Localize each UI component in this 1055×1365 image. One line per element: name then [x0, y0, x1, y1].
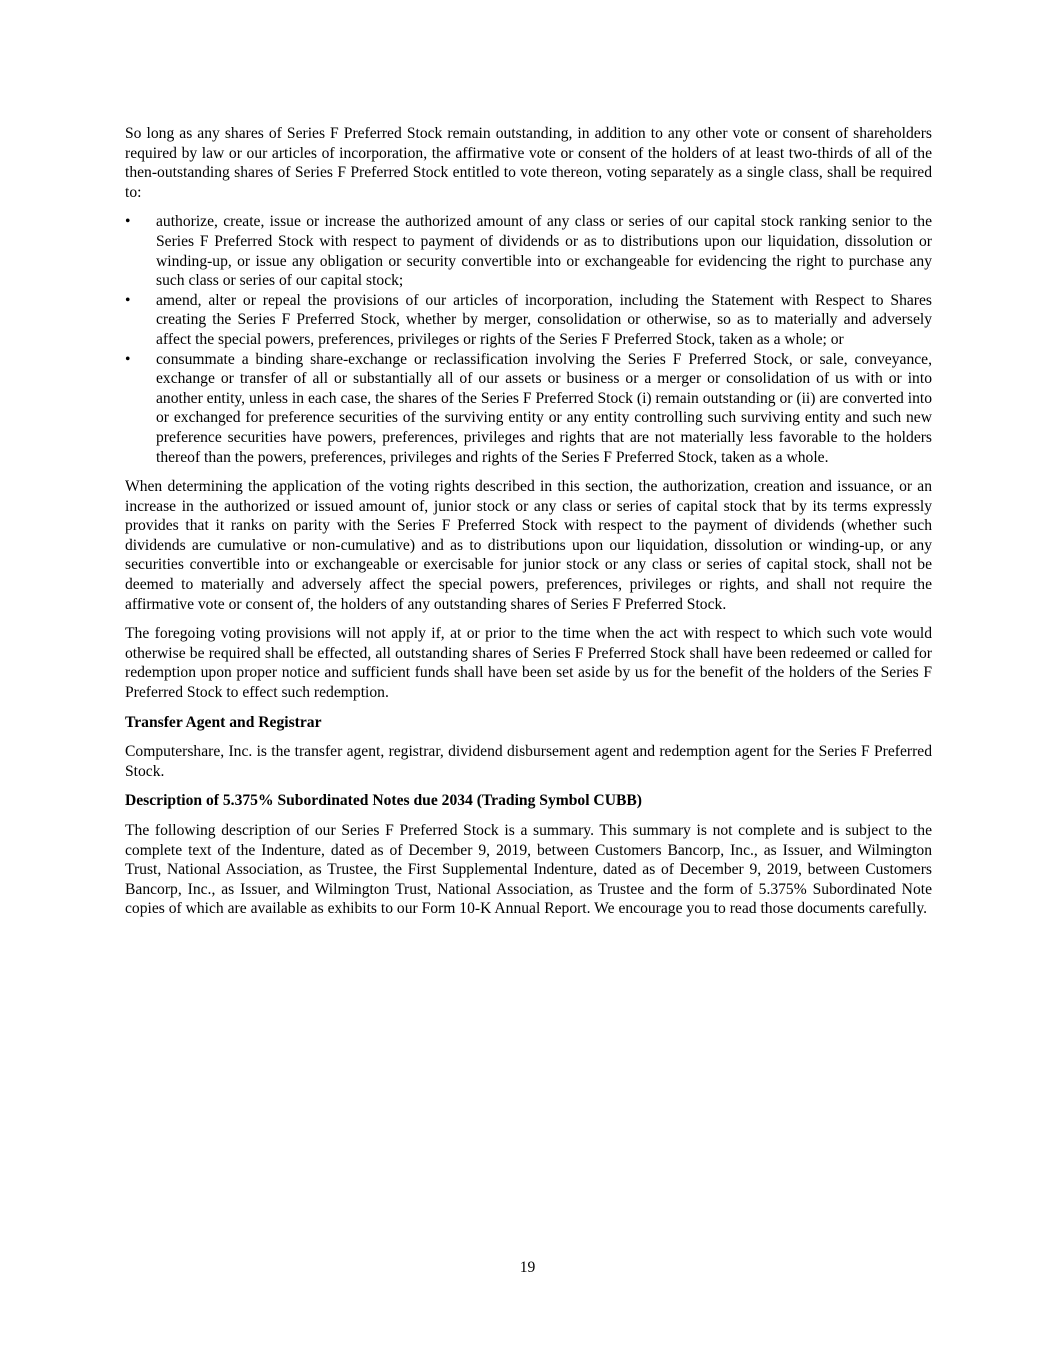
list-item	[125, 350, 932, 468]
bullet-icon: •	[125, 350, 131, 368]
page-number: 19	[519, 1259, 536, 1276]
bullet-icon: •	[125, 213, 131, 231]
document-page	[125, 124, 932, 929]
bullet-icon: •	[125, 291, 131, 309]
list-item	[125, 212, 932, 290]
list-item-text: consummate a binding share-exchange or reclassification involving the Series F Preferred Stock, or sale, conveyance, exchange or transfer of all or substantially all of our assets or business or a merger or consolidation of us with or into another entity, unless in each case, the shares of the Series F Preferred Stock (i) remain outstanding or (ii) are converted into or exchanged for preference securities of the surviving entity or any entity controlling such surviving entity and such new preference securities have powers, preferences, privileges and rights that are not materially less favorable to the holders thereof than the powers, preferences, privileges and rights of the Series F Preferred Stock, taken as a whole.	[156, 350, 932, 466]
transfer-agent-heading: Transfer Agent and Registrar	[125, 713, 322, 731]
subordinated-notes-paragraph: The following description of our Series F Preferred Stock is a summary. This summary is not complete and is subject to the complete text of the Indenture, dated as of December 9, 2019, between Customers Bancorp, Inc., as Issuer, and Wilmington Trust, National Association, as Trustee, the First Supplemental Indenture, dated as of December 9, 2019, between Customers Bancorp, Inc., as Issuer, and Wilmington Trust, National Association, as Trustee and the form of 5.375% Subordinated Note copies of which are available as exhibits to our Form 10-K Annual Report. We encourage you to read those documents carefully.	[125, 822, 932, 918]
foregoing-paragraph: The foregoing voting provisions will not apply if, at or prior to the time when the act with respect to which such vote would otherwise be required shall be effected, all outstanding shares of Series F Preferred Stock shall have been redeemed or called for redemption upon proper notice and sufficient funds shall have been set aside by us for the benefit of the holders of the Series F Preferred Stock to effect such redemption.	[125, 625, 932, 702]
intro-paragraph: So long as any shares of Series F Preferred Stock remain outstanding, in addition to any other vote or consent of shareholders required by law or our articles of incorporation, the affirmative vote or consent of the holders of at least two-thirds of all of the then-outstanding shares of Series F Preferred Stock entitled to vote thereon, voting separately as a single class, shall be required to:	[125, 125, 932, 201]
voting-requirements-list	[125, 212, 932, 467]
list-item	[125, 291, 932, 350]
list-item-text: authorize, create, issue or increase the authorized amount of any class or series of our capital stock ranking senior to the Series F Preferred Stock with respect to payment of dividends or as to distributions upon our liquidation, dissolution or winding-up, or issue any obligation or security convertible into or exchangeable for evidencing the right to purchase any such class or series of our capital stock;	[156, 213, 932, 290]
subordinated-notes-heading: Description of 5.375% Subordinated Notes due 2034 (Trading Symbol CUBB)	[125, 792, 642, 810]
transfer-agent-paragraph: Computershare, Inc. is the transfer agent, registrar, dividend disbursement agent and redemption agent for the Series F Preferred Stock.	[125, 743, 932, 780]
list-item-text: amend, alter or repeal the provisions of our articles of incorporation, including the Statement with Respect to Shares creating the Series F Preferred Stock, whether by merger, consolidation or otherwise, so as to materially and adversely affect the special powers, preferences, privileges or rights of the Series F Preferred Stock, taken as a whole; or	[156, 291, 932, 348]
determining-paragraph: When determining the application of the voting rights described in this section, the authorization, creation and issuance, or an increase in the authorized or issued amount of, junior stock or any class or series of capital stock that by its terms expressly provides that it ranks on parity with the Series F Preferred Stock with respect to the payment of dividends (whether such dividends are cumulative or non-cumulative) and as to distributions upon our liquidation, dissolution or winding-up, or any securities convertible into or exchangeable or exercisable for junior stock or any class or series of capital stock, shall not be deemed to materially and adversely affect the special powers, preferences, privileges or rights, and shall not require the affirmative vote or consent of, the holders of any outstanding shares of Series F Preferred Stock.	[125, 478, 932, 613]
